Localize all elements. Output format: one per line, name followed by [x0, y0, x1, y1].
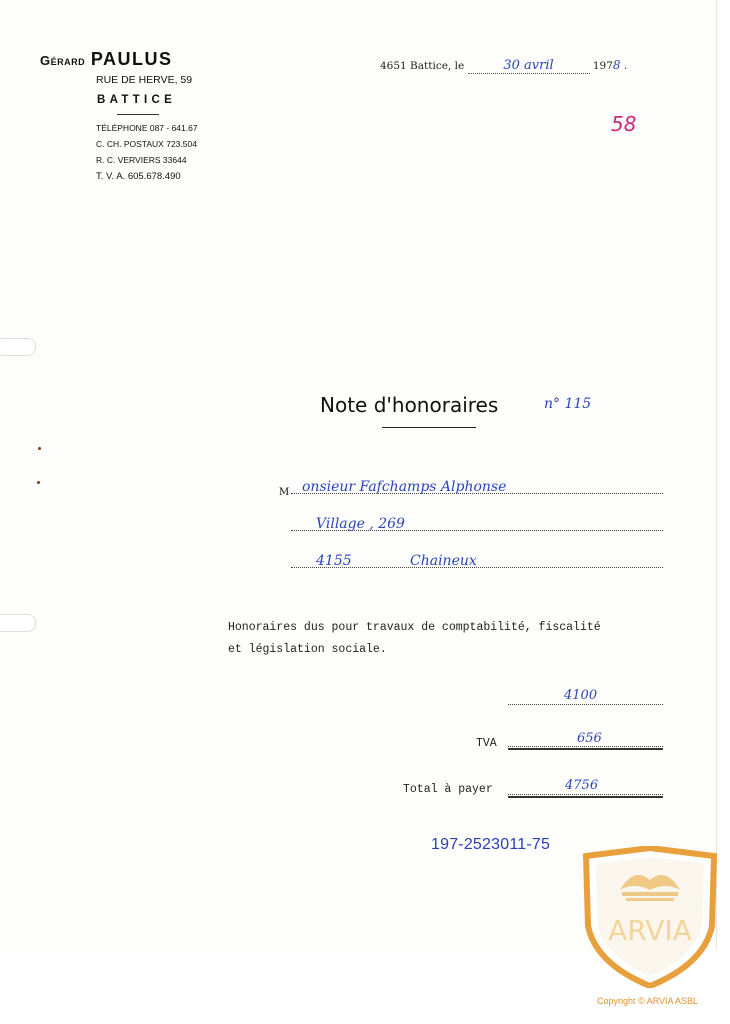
body-line-1: Honoraires dus pour travaux de comptabilité, fiscalité: [228, 621, 601, 634]
last-name: PAULUS: [90, 49, 173, 69]
total-label: Total à payer: [403, 783, 493, 796]
company-name: [40, 49, 173, 70]
recipient-town: Chaineux: [410, 553, 477, 569]
total-underline: [508, 796, 663, 798]
tva-label: TVA: [476, 737, 497, 750]
tva-underline: [508, 748, 663, 750]
address: RUE DE HERVE, 59: [96, 74, 193, 86]
date-end: .: [623, 60, 628, 72]
punch-hole: [0, 338, 36, 356]
tva-line: [508, 745, 663, 747]
fees-line: [508, 703, 663, 705]
arvia-logo: [582, 846, 718, 988]
paper-speck: [38, 447, 41, 450]
recipient-name: onsieur Fafchamps Alphonse: [302, 479, 507, 495]
date-line: [380, 58, 627, 74]
date-handwritten: 30 avril: [503, 58, 554, 73]
first-name: Gérard: [40, 53, 86, 68]
bank-account-stamp: 197-2523011-75: [431, 836, 551, 853]
note-number: n° 115: [544, 396, 592, 412]
tva-amount: 656: [577, 731, 602, 746]
year-prefix: 197: [592, 60, 613, 72]
title-underline: [382, 427, 476, 428]
watermark-text: ARVIA: [608, 914, 692, 947]
city: BATTICE: [97, 94, 177, 106]
total-amount: 4756: [565, 778, 599, 793]
margin-note: 58: [611, 112, 637, 136]
header-divider: [117, 114, 159, 115]
body-line-2: et législation sociale.: [228, 643, 387, 656]
salutation-prefix: M: [279, 487, 290, 498]
fees-amount: 4100: [564, 688, 598, 703]
punch-hole: [0, 614, 36, 632]
year-suffix: 8: [612, 58, 621, 72]
date-field: [468, 58, 590, 74]
telephone: TÉLÉPHONE 087 - 641.67: [96, 123, 198, 133]
vat-number: T. V. A. 605.678.490: [96, 171, 181, 182]
total-line: [508, 793, 663, 795]
copyright-notice: Copyright © ARVIA ASBL: [597, 996, 699, 1006]
date-prefix: 4651 Battice, le: [380, 60, 465, 72]
document-title: Note d'honoraires: [320, 393, 499, 417]
postal-account: C. CH. POSTAUX 723.504: [96, 139, 197, 149]
recipient-postcode: 4155: [316, 553, 352, 569]
recipient-street: Village , 269: [316, 516, 405, 532]
trade-register: R. C. VERVIERS 33644: [96, 155, 187, 165]
paper-speck: [37, 481, 40, 484]
